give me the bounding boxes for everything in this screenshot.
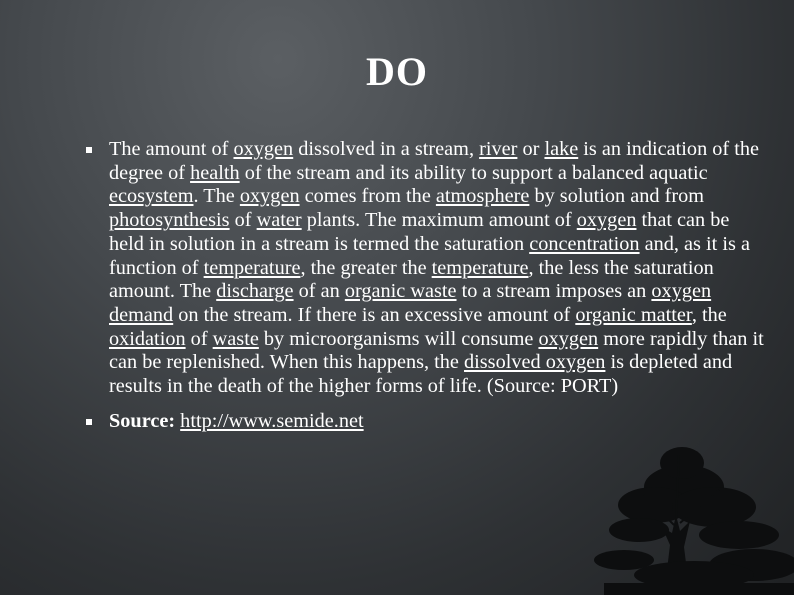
text-segment: is an indication of the degree of: [109, 138, 760, 184]
text-segment: of the stream and its ability to support a balanced aquatic: [239, 161, 708, 184]
text-link[interactable]: oxygen: [538, 327, 599, 350]
text-segment: plants. The maximum amount of: [301, 209, 577, 232]
text-segment: , the: [691, 303, 727, 326]
text-link[interactable]: waste: [212, 327, 259, 350]
text-link[interactable]: discharge: [216, 280, 294, 303]
text-link[interactable]: water: [256, 209, 302, 232]
text-link[interactable]: health: [190, 161, 240, 184]
text-link[interactable]: atmosphere: [435, 185, 530, 208]
text-segment: , the greater the: [300, 256, 432, 279]
text-segment: of: [229, 209, 257, 232]
text-segment: more rapidly than it can be replenished. When this happens, the: [109, 327, 764, 374]
text-segment: comes from the: [299, 185, 436, 208]
text-link[interactable]: oxygen: [651, 280, 712, 303]
text-link[interactable]: oxygen: [576, 209, 637, 232]
text-link[interactable]: organic waste: [344, 280, 457, 303]
text-link[interactable]: oxygen: [239, 185, 300, 208]
text-link[interactable]: temperature: [431, 256, 529, 279]
bullet-text-2: [109, 410, 364, 432]
bullet-item-1: [84, 138, 764, 399]
text-link[interactable]: organic matter: [575, 303, 692, 326]
slide-title: DO: [366, 49, 428, 94]
text-segment: or: [517, 138, 545, 160]
text-link[interactable]: concentration: [529, 232, 640, 255]
text-link[interactable]: demand: [109, 303, 174, 326]
square-bullet-icon: [86, 419, 92, 425]
tree-silhouette-icon: [544, 435, 794, 595]
text-segment: to a stream imposes an: [456, 280, 652, 303]
text-link[interactable]: http://www.semide.net: [180, 409, 364, 432]
text-segment: that can be held in solution in a stream is termed the saturation: [109, 209, 730, 255]
text-link[interactable]: dissolved oxygen: [464, 351, 606, 374]
text-segment: of an: [293, 280, 345, 303]
bullet-item-2: [84, 410, 764, 434]
text-link[interactable]: ecosystem: [109, 185, 194, 208]
text-link[interactable]: lake: [544, 138, 579, 160]
text-segment: by microorganisms will consume: [258, 327, 539, 350]
slide-content: [84, 138, 764, 433]
text-link[interactable]: oxidation: [109, 327, 186, 350]
text-link[interactable]: temperature: [203, 256, 301, 279]
text-segment: and, as it is a function of: [109, 232, 750, 279]
text-segment: is depleted and results in the death of the higher forms of life. (Source: PORT): [109, 351, 733, 398]
text-link[interactable]: photosynthesis: [109, 209, 230, 232]
text-segment: , the less the saturation amount. The: [109, 256, 714, 303]
text-segment: by solution and from: [529, 185, 705, 208]
bold-label: Source:: [109, 409, 176, 432]
text-segment: on the stream. If there is an excessive amount of: [173, 303, 576, 326]
text-segment: . The: [193, 185, 240, 208]
bullet-text-1: [109, 138, 764, 397]
text-link[interactable]: oxygen: [233, 138, 294, 160]
text-segment: The amount of: [109, 138, 234, 160]
square-bullet-icon: [86, 147, 92, 153]
text-segment: dissolved in a stream,: [293, 138, 480, 160]
text-segment: of: [185, 327, 213, 350]
text-link[interactable]: river: [479, 138, 518, 160]
